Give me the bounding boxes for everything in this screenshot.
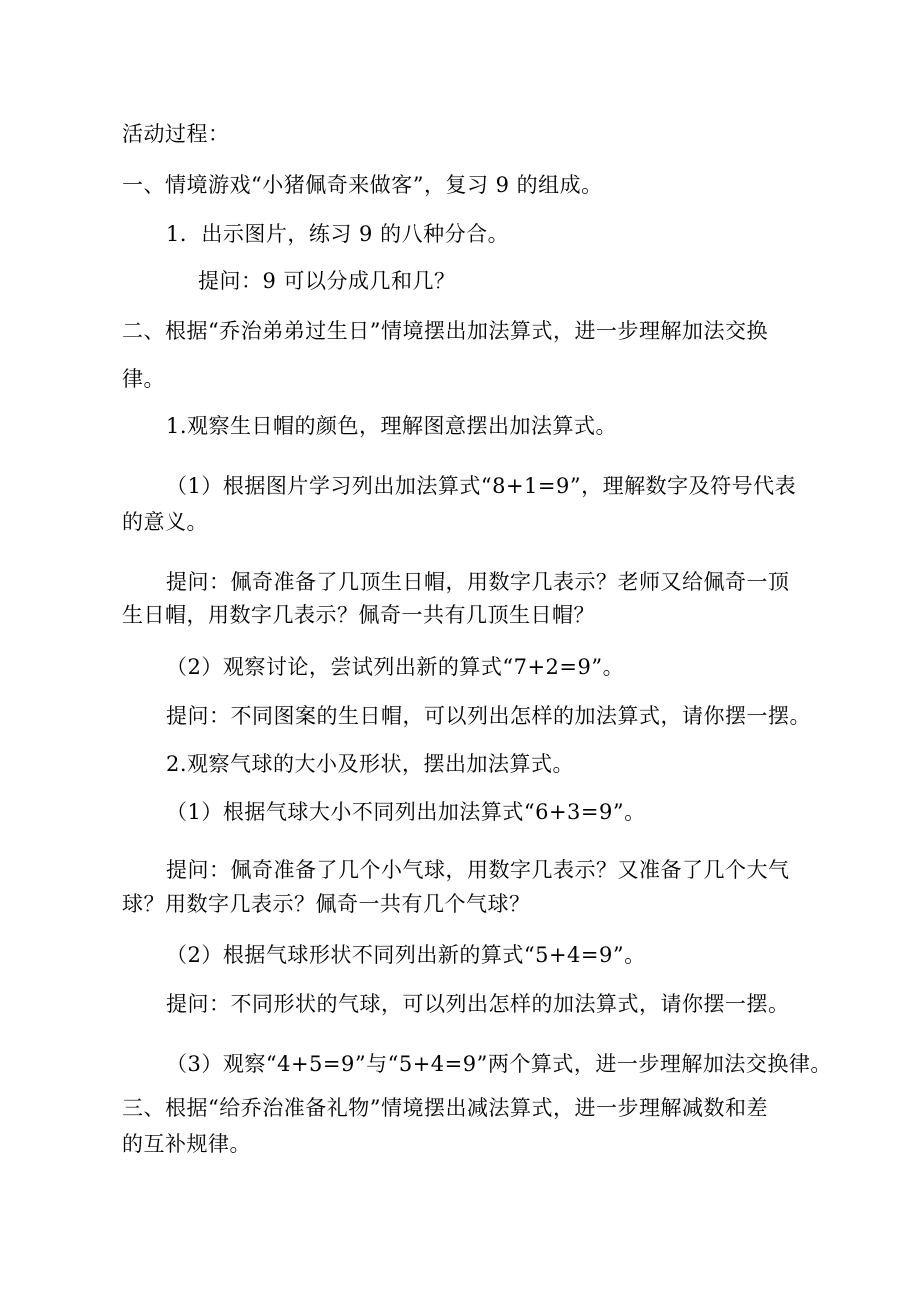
section-three-heading-line-1: 三、根据“给乔治准备礼物”情境摆出减法算式，进一步理解减数和差 xyxy=(122,1096,768,1120)
section-one-item-1: 1．出示图片，练习 9 的八种分合。 xyxy=(166,222,510,246)
section-two-question-3-line-1: 提问：佩奇准备了几个小气球，用数字几表示？又准备了几个大气 xyxy=(166,858,790,882)
section-two-item-2-sub-3: （3）观察“4+5=9”与“5+4=9”两个算式，进一步理解加法交换律。 xyxy=(166,1052,832,1076)
section-two-sub-2: （2）观察讨论，尝试列出新的算式“7+2=9”。 xyxy=(166,655,625,679)
section-two-item-2: 2.观察气球的大小及形状，摆出加法算式。 xyxy=(166,752,575,776)
section-two-question-2: 提问：不同图案的生日帽，可以列出怎样的加法算式，请你摆一摆。 xyxy=(166,704,811,728)
section-three-heading-line-2: 的互补规律。 xyxy=(122,1132,251,1156)
section-two-question-3-line-2: 球？用数字几表示？佩奇一共有几个气球？ xyxy=(122,892,531,916)
section-one-heading: 一、情境游戏“小猪佩奇来做客”，复习 9 的组成。 xyxy=(122,173,603,197)
section-two-heading-line-2: 律。 xyxy=(122,367,165,391)
section-heading-activity-process: 活动过程： xyxy=(122,122,230,146)
section-two-sub-1-line-2: 的意义。 xyxy=(122,510,208,534)
section-one-question: 提问：9 可以分成几和几？ xyxy=(198,269,456,293)
section-two-item-1: 1.观察生日帽的颜色，理解图意摆出加法算式。 xyxy=(166,414,618,438)
section-two-item-2-sub-1: （1）根据气球大小不同列出加法算式“6+3=9”。 xyxy=(166,800,646,824)
section-two-heading-line-1: 二、根据“乔治弟弟过生日”情境摆出加法算式，进一步理解加法交换 xyxy=(122,319,768,343)
section-two-item-2-sub-2: （2）根据气球形状不同列出新的算式“5+4=9”。 xyxy=(166,943,646,967)
section-two-sub-1-line-1: （1）根据图片学习列出加法算式“8+1=9”，理解数字及符号代表 xyxy=(166,474,797,498)
section-two-question-1-line-2: 生日帽，用数字几表示？佩奇一共有几顶生日帽？ xyxy=(122,603,595,627)
section-two-question-1-line-1: 提问：佩奇准备了几顶生日帽，用数字几表示？老师又给佩奇一顶 xyxy=(166,570,790,594)
section-two-question-4: 提问：不同形状的气球，可以列出怎样的加法算式，请你摆一摆。 xyxy=(166,992,790,1016)
